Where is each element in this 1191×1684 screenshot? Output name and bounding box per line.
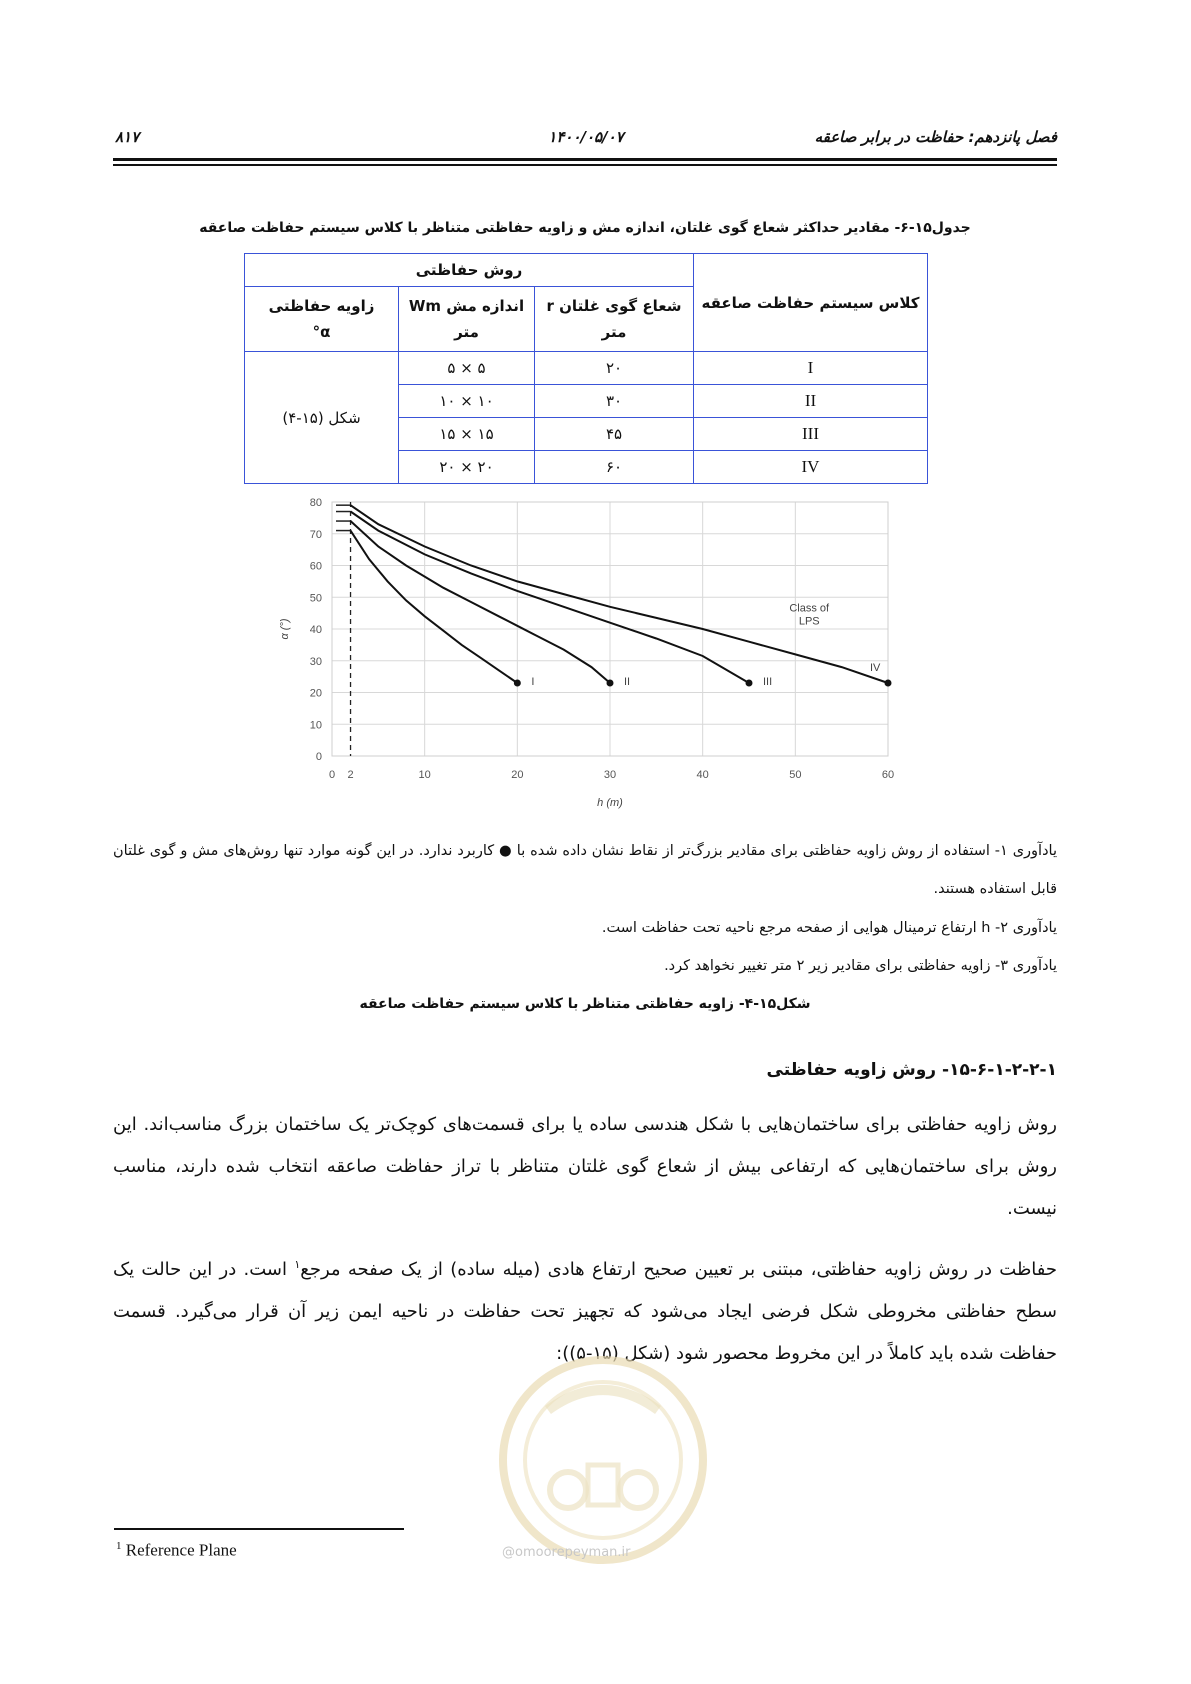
series-label: IV [870, 661, 881, 674]
series-endpoint [746, 679, 753, 686]
cell-angle: شکل (۱۵-۴) [245, 352, 399, 484]
protection-angle-chart [270, 488, 900, 818]
series-endpoint [607, 679, 614, 686]
col-radius-header [535, 287, 694, 352]
footnote-number: 1 [116, 1540, 122, 1552]
series-endpoint [885, 679, 892, 686]
method-group-header: روش حفاظتی [245, 254, 694, 287]
footnote-marker[interactable]: ۱ [294, 1258, 301, 1271]
y-tick-label: 10 [309, 719, 322, 732]
note-2: یادآوری ۲- h ارتفاع ترمینال هوایی از صفحه مرجع ناحیه تحت حفاظت است. [601, 920, 1057, 936]
y-tick-label: 70 [309, 528, 322, 541]
series-label: I [531, 675, 535, 688]
paragraph-2-end: است. در این حالت یک سطح حفاظتی مخروطی شکل فرضی ایجاد می‌شود که تجهیز تحت حفاظت در ناحیه ایمن زیر آن قرار می‌گیرد. قسمت حفاظت شده باید کاملاً در این مخروط محصور شود (شکل (۱۵-۵)): [113, 1259, 1057, 1364]
cell-radius: ۴۵ [535, 418, 694, 451]
y-tick-label: 20 [309, 687, 322, 700]
legend-annotation: LPS [798, 615, 820, 628]
legend-annotation: Class of [789, 602, 830, 615]
x-tick-label: 50 [789, 769, 802, 781]
y-tick-label: 80 [309, 497, 322, 509]
header-rule-thick [113, 158, 1057, 161]
y-tick-label: 50 [309, 592, 322, 605]
y-tick-label: 0 [315, 751, 322, 763]
cell-class: I [694, 352, 928, 385]
cell-radius: ۲۰ [535, 352, 694, 385]
page-header [115, 128, 1057, 154]
footnote-text: Reference Plane [125, 1540, 237, 1560]
note-3: یادآوری ۳- زاویه حفاظتی برای مقادیر زیر ۲ متر تغییر نخواهد کرد. [664, 958, 1057, 974]
x-tick-label: 20 [511, 769, 524, 781]
cell-mesh: ۱۵ × ۱۵ [399, 418, 535, 451]
cell-mesh: ۵ × ۵ [399, 352, 535, 385]
footnote [116, 1540, 237, 1561]
watermark-text: @omoorepeyman.ir [502, 1545, 631, 1560]
page-number: ۸۱۷ [115, 128, 140, 146]
cell-class: II [694, 385, 928, 418]
cell-radius: ۶۰ [535, 451, 694, 484]
paragraph-2-start: حفاظت در روش زاویه حفاظتی، مبتنی بر تعیین صحیح ارتفاع هادی (میله ساده) از یک صفحه مرجع [300, 1259, 1057, 1280]
cell-mesh: ۲۰ × ۲۰ [399, 451, 535, 484]
col-angle-header [245, 287, 399, 352]
cell-mesh: ۱۰ × ۱۰ [399, 385, 535, 418]
col-mesh-header [399, 287, 535, 352]
chapter-title: فصل پانزدهم: حفاظت در برابر صاعقه [814, 128, 1057, 146]
cell-class: III [694, 418, 928, 451]
watermark-logo [478, 1340, 728, 1580]
col-radius-label: شعاع گوی غلتان r [546, 297, 682, 315]
note-1: یادآوری ۱- استفاده از روش زاویه حفاظتی برای مقادیر بزرگ‌تر از نقاط نشان داده شده با ● کاربرد ندارد. در این گونه موارد تنها روش‌های مش و گوی غلتان قابل استفاده هستند. [113, 843, 1057, 897]
cell-class: IV [694, 451, 928, 484]
y-tick-label: 40 [309, 624, 322, 636]
lps-class-table [244, 253, 928, 484]
x-tick-label: 10 [418, 769, 431, 781]
series-label: III [763, 675, 773, 688]
figure-caption: شکل۱۵-۴- زاویه حفاظتی متناظر با کلاس سیستم حفاظت صاعقه [359, 996, 811, 1012]
series-line [351, 531, 518, 683]
y-axis-label: α (°) [279, 618, 291, 640]
section-heading: ۱۵-۶-۱-۲-۲-۱- روش زاویه حفاظتی [766, 1060, 1057, 1080]
col-class-header: کلاس سیستم حفاظت صاعقه [694, 254, 928, 352]
footnote-rule [114, 1528, 404, 1530]
table-row [245, 352, 928, 385]
cell-radius: ۳۰ [535, 385, 694, 418]
paragraph-1: روش زاویه حفاظتی برای ساختمان‌هایی با شکل هندسی ساده یا برای قسمت‌های کوچک‌تر یک ساختمان بزرگ مناسب‌اند. این روش برای ساختمان‌هایی که ارتفاعی بیش از شعاع گوی غلتان متناظر با تراز حفاظت صاعقه انتخاب شده دارند، مناسب نیست. [113, 1114, 1057, 1219]
col-angle-label: زاویه حفاظتی [268, 297, 375, 315]
x-tick-label: 40 [696, 769, 709, 781]
series-endpoint [514, 679, 521, 686]
col-radius-unit: متر [601, 323, 627, 341]
y-tick-label: 30 [309, 655, 322, 668]
x-tick-label: 30 [603, 769, 617, 781]
header-rule-thin [113, 164, 1057, 166]
col-mesh-unit: متر [454, 323, 479, 341]
col-angle-unit: α° [312, 323, 331, 341]
col-mesh-label: اندازه مش Wm [408, 297, 525, 315]
x-tick-label: 2 [347, 769, 354, 781]
x-tick-label: 60 [881, 769, 895, 781]
series-line [351, 505, 889, 683]
y-tick-label: 60 [309, 560, 322, 573]
x-axis-label: h (m) [597, 797, 623, 809]
series-label: II [624, 675, 631, 688]
table-caption: جدول۱۵-۶- مقادیر حداکثر شعاع گوی غلتان، اندازه مش و زاویه حفاظتی متناظر با کلاس سیستم حفاظت صاعقه [199, 220, 971, 236]
x-tick-label: 0 [328, 769, 336, 781]
header-date: ۱۴۰۰/۰۵/۰۷ [548, 128, 624, 146]
